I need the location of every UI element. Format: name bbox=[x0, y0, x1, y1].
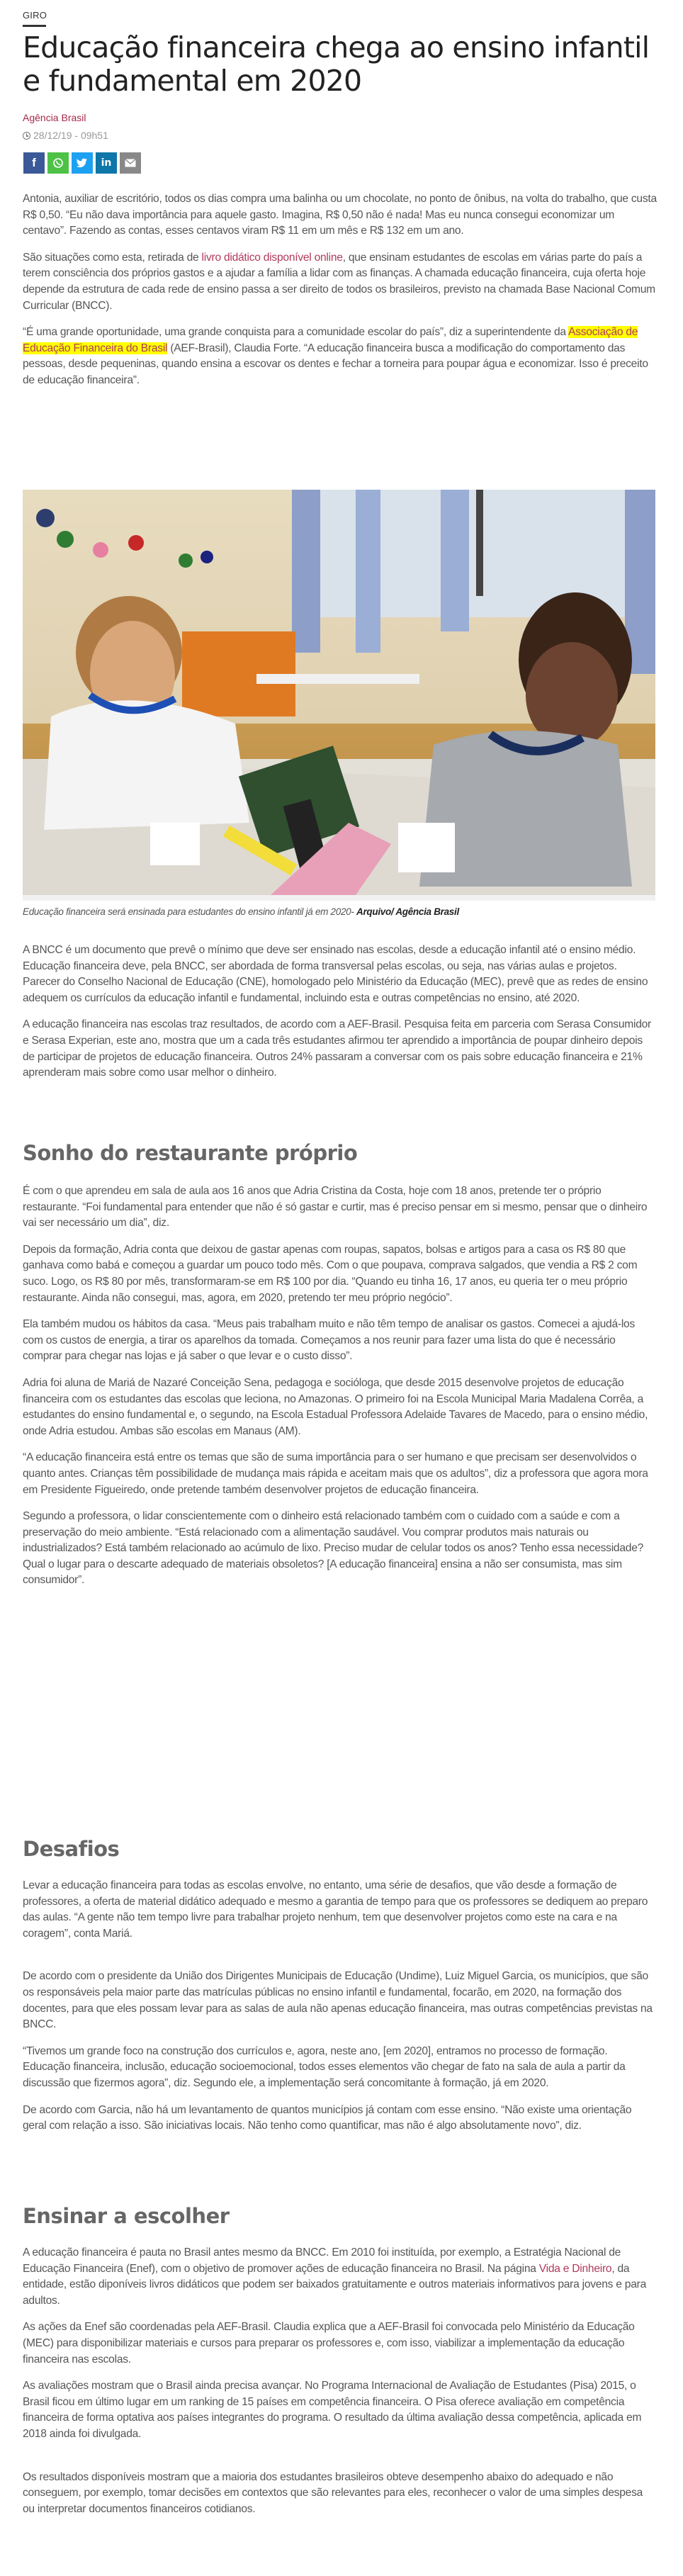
author-link[interactable]: Agência Brasil bbox=[23, 112, 86, 123]
classroom-photo-illustration bbox=[23, 490, 655, 895]
share-bar bbox=[23, 152, 141, 174]
share-facebook-button[interactable] bbox=[23, 152, 45, 174]
link-aef-brasil[interactable]: Associação de Educação Financeira do Brasil bbox=[23, 326, 638, 354]
paragraph: A BNCC é um documento que prevê o mínimo que deve ser ensinado nas escolas, desde a educação infantil até o ensino médio. Educação financeira deve, pela BNCC, ser abordada de forma transversal pelas escolas, ou seja, nas várias aulas e projetos. Parecer do Conselho Nacional de Educação (CNE), homologado pelo Ministério da Educação (MEC), prevê que as redes de ensino adequem os currículos da educação infantil e fundamental, incluindo esta e outras competências no ensino, até 2020. bbox=[23, 944, 648, 1004]
share-twitter-button[interactable] bbox=[72, 152, 93, 174]
section-heading: Desafios bbox=[23, 1837, 120, 1861]
envelope-icon bbox=[125, 159, 136, 167]
article-body-intro bbox=[23, 191, 657, 389]
paragraph: As ações da Enef são coordenadas pela AEF-Brasil. Claudia explica que a AEF-Brasil foi convocada pelo Ministério da Educação (MEC) para disponibilizar materiais e cursos para preparar os professores e, com isso, viabilizar a implementação da educação financeira nas escolas. bbox=[23, 2321, 635, 2366]
twitter-icon bbox=[77, 158, 88, 168]
photo-caption: Educação financeira será ensinada para estudantes do ensino infantil já em 2020- Arquivo/ Agência Brasil bbox=[23, 906, 459, 917]
paragraph: De acordo com Garcia, não há um levantamento de quantos municípios já contam com esse ensino. “Não existe uma orientação geral com relação a isso. São iniciativas locais. Não tenho como quantificar, mas não é algo absolutamente novo”, diz. bbox=[23, 2103, 632, 2132]
article-body-4 bbox=[23, 2245, 657, 2517]
photo-caption-band bbox=[23, 895, 655, 901]
paragraph: São situações como esta, retirada de livro didático disponível online, que ensinam estudantes de escolas em várias parte do país a terem consciência dos próprios gastos e a ajudar a família a lidar com as finanças. A chamada educação financeira, cuja oferta hoje depende da estrutura de cada rede de ensino passa a ser direito de todos os brasileiros, previsto na chamada Base Nacional Comum Curricular (BNCC). bbox=[23, 251, 655, 312]
article-body-1 bbox=[23, 943, 657, 1081]
paragraph: A educação financeira é pauta no Brasil antes mesmo da BNCC. Em 2010 foi instituída, por exemplo, a Estratégia Nacional de Educação Financeira (Enef), com o objetivo de promover ações de educação financeira no Brasil. Na página Vida e Dinheiro, da entidade, estão diponíveis livros didáticos que podem ser baixados gratuitamente e outros materiais informativos para jovens e para adultos. bbox=[23, 2246, 646, 2307]
share-linkedin-button[interactable] bbox=[96, 152, 117, 174]
paragraph: Adria foi aluna de Mariá de Nazaré Conceição Sena, pedagoga e socióloga, que desde 2015 desenvolve projetos de educação financeira com os estudantes das escolas que leciona, no Amazonas. O primeiro foi na Escola Municipal Maria Madalena Corrêa, a estudantes do ensino fundamental e, o segundo, na Escola Estadual Professora Adelaide Tavares de Macedo, para o ensino médio, onde Adria estudou. Ambas são escolas em Manaus (AM). bbox=[23, 1376, 648, 1437]
paragraph: Levar a educação financeira para todas as escolas envolve, no entanto, uma série de desafios, que vão desde a formação de professores, a oferta de material didático adequado e mesmo a garantia de tempo para que os professores se dediquem ao preparo das aulas. “A gente não tem tempo livre para trabalhar projeto nenhum, tem que desenvolver projetos como este na cara e na coragem”, conta Mariá. bbox=[23, 1879, 648, 1940]
article-body-2 bbox=[23, 1183, 657, 1589]
clock-icon bbox=[23, 132, 30, 140]
link-livro-didatico[interactable]: livro didático disponível online bbox=[201, 251, 343, 264]
paragraph: Ela também mudou os hábitos da casa. “Meus pais trabalham muito e não têm tempo de analisar os gastos. Comecei a ajudá-los com os custos de energia, a tirar os aparelhos da tomada. Começamos a nos reunir para fazer uma lista do que é necessário comprar para chegar nas lojas e já saber o que levar e o custo disso”. bbox=[23, 1318, 636, 1363]
paragraph: É com o que aprendeu em sala de aula aos 16 anos que Adria Cristina da Costa, hoje com 18 anos, pretende ter o próprio restaurante. “Foi fundamental para entender que não é só gastar e curtir, mas é preciso pensar em si mesmo, pensar que o dinheiro vai ser necessário um dia”, diz. bbox=[23, 1185, 648, 1230]
paragraph: As avaliações mostram que o Brasil ainda precisa avançar. No Programa Internacional de Avaliação de Estudantes (Pisa) 2015, o Brasil ficou em último lugar em um ranking de 15 países em competência financeira. O Pisa oferece avaliação em competência financeira de forma optativa aos países integrantes do programa. O resultado da última avaliação dessa competência, aplicada em 2018 ainda foi divulgada. bbox=[23, 2380, 642, 2440]
paragraph: Segundo a professora, o lidar conscientemente com o dinheiro está relacionado também com o cuidado com a saúde e com a preservação do meio ambiente. “Está relacionado com a alimentação saudável. Vou comprar produtos mais naturais ou industrializados? Está também relacionado ao acúmulo de lixo. Preciso mudar de celular todos os anos? Tenho essa necessidade? Qual o lugar para o descarte adequado de materiais obsoletos? [A educação financeira] ensina a não ser consumista, mas sim consumidor”. bbox=[23, 1510, 644, 1587]
photo-credit: Arquivo/ Agência Brasil bbox=[356, 906, 459, 917]
facebook-icon: f bbox=[32, 156, 36, 169]
paragraph: Depois da formação, Adria conta que deixou de gastar apenas com roupas, sapatos, bolsas e artigos para a casa os R$ 80 que ganhava como babá e começou a guardar um pouco todo mês. Com o que poupava, comprava salgados, que vendia a R$ 2 com suco. Logo, os R$ 80 por mês, transformaram-se em R$ 100 por dia. “Quando eu tinha 16, 17 anos, eu queria ter o meu próprio restaurante. Ainda não consegui, mas, agora, em 2020, pretendo ter meu próprio negócio”. bbox=[23, 1243, 638, 1304]
article-title: Educação financeira chega ao ensino infantil e fundamental em 2020 bbox=[23, 30, 650, 98]
paragraph: “É uma grande oportunidade, uma grande conquista para a comunidade escolar do país”, diz a superintendente da Associação de Educação Financeira do Brasil (AEF-Brasil), Claudia Forte. “A educação financeira busca a modificação do comportamento das pessoas, desde pequeninas, quando ensina a escovar os dentes e fechar a torneira para poupar água e economizar. Isso é preceito de educação financeira”. bbox=[23, 326, 648, 386]
paragraph: A educação financeira nas escolas traz resultados, de acordo com a AEF-Brasil. Pesquisa feita em parceria com Serasa Consumidor e Serasa Experian, este ano, mostra que um a cada três estudantes afirmou ter aprendido a importância de poupar dinheiro depois de participar de projetos de educação financeira. Outros 24% passaram a conversar com os pais sobre educação financeira e 21% aprenderam mais sobre como usar melhor o dinheiro. bbox=[23, 1018, 652, 1079]
publish-date-text: 28/12/19 - 09h51 bbox=[33, 130, 108, 141]
linkedin-icon: in bbox=[101, 157, 112, 169]
paragraph: Antonia, auxiliar de escritório, todos os dias compra uma balinha ou um chocolate, no ponto de ônibus, na volta do trabalho, que custa R$ 0,50. “Eu não dava importância para aquele gasto. Imagina, R$ 0,50 não é nada! Mas eu nunca consegui economizar um centavo”. Fazendo as contas, esses centavos viram R$ 11 em um mês e R$ 132 em um ano. bbox=[23, 193, 657, 237]
share-whatsapp-button[interactable] bbox=[47, 152, 69, 174]
whatsapp-icon bbox=[52, 157, 64, 169]
share-email-button[interactable] bbox=[120, 152, 141, 174]
paragraph: Os resultados disponíveis mostram que a maioria dos estudantes brasileiros obteve desempenho abaixo do adequado e não conseguem, por exemplo, tomar decisões em contextos que são relevantes para eles, reconhecer o valor de uma simples despesa ou interpretar documentos financeiros cotidianos. bbox=[23, 2470, 643, 2515]
article-body-3 bbox=[23, 1878, 657, 2135]
paragraph: De acordo com o presidente da União dos Dirigentes Municipais de Educação (Undime), Luiz Miguel Garcia, os municípios, que são os responsáveis pela maior parte das matrículas públicas no ensino infantil e fundamental, focarão, em 2020, na formação dos docentes, para que eles possam levar para as salas de aula não apenas educação financeira, mas outras competências previstas na BNCC. bbox=[23, 1970, 653, 2031]
kicker-underline bbox=[23, 25, 46, 27]
section-heading: Ensinar a escolher bbox=[23, 2204, 230, 2228]
article-photo bbox=[23, 490, 655, 895]
section-heading: Sonho do restaurante próprio bbox=[23, 1141, 358, 1165]
paragraph: “Tivemos um grande foco na construção dos currículos e, agora, neste ano, [em 2020], entramos no processo de formação. Educação financeira, inclusão, educação socioemocional, todos esses elementos vão chegar de fato na sala de aula a partir da discussão que fizermos agora”, diz. Segundo ele, a implementação será concomitante à formação, já em 2020. bbox=[23, 2045, 626, 2089]
section-kicker-link[interactable]: GIRO bbox=[23, 10, 47, 21]
publish-date bbox=[23, 130, 108, 141]
paragraph: “A educação financeira está entre os temas que são de suma importância para o ser humano e que precisam ser desenvolvidos o quanto antes. Crianças têm possibilidade de mudança mais rápida e aceitam mais que os adultos”, diz a professora que agora mora em Presidente Figueiredo, onde pretende também desenvolver projetos de educação financeira. bbox=[23, 1451, 648, 1496]
link-vida-e-dinheiro[interactable]: Vida e Dinheiro bbox=[538, 2262, 612, 2275]
